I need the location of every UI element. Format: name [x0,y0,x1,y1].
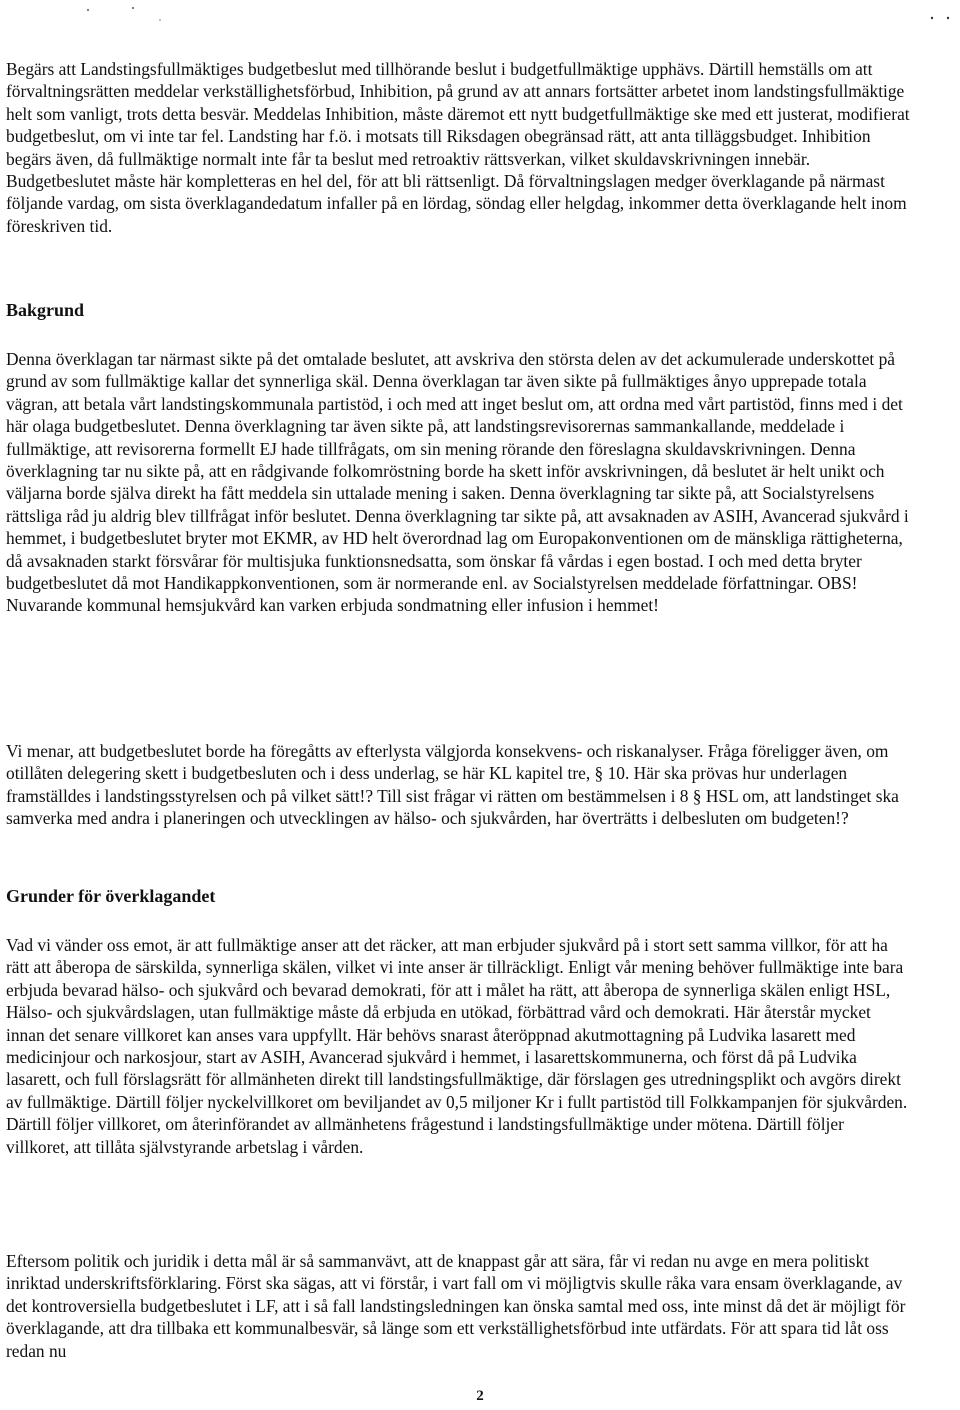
heading-grunder: Grunder för överklagandet [6,886,216,906]
paragraph-background: Denna överklagan tar närmast sikte på det omtalade beslutet, att avskriva den största delen av det ackumulerade underskottet på grund av som fullmäktige kallar det synnerliga skäl. Denna överklagan tar även sikte på fullmäktiges ånyo upprepade totala vägran, att betala vårt landstingskommunala partistöd, i och med att inget beslut om, att ordna med vårt partistöd, finns med i det här olaga budgetbeslutet. Denna överklagning tar även sikte på, att landstingsrevisorernas sammankallande, meddelade i fullmäktige, att revisorerna formellt EJ hade tillfrågats, om sin mening rörande den föreslagna skuldavskrivningen. Denna överklagning tar nu sikte på, att en rådgivande folkomröstning borde ha skett inför avskrivningen, då beslutet är helt unikt och väljarna borde själva direkt ha fått meddela sin uttalade mening i saken. Denna överklagning tar sikte på, att Socialstyrelsens rättsliga råd ju aldrig blev tillfrågat inför beslutet. Denna överklagning tar sikte på, att avsaknaden av ASIH, Avancerad sjukvård i hemmet, i budgetbeslutet bryter mot EKMR, av HD helt överordnad lag om Europakonventionen om de mänskliga rättigheterna, då avsaknaden starkt försvårar för multisjuka funktionsnedsatta, som önskar få vårdas i egen bostad. I och med detta bryter budgetbeslutet då mot Handikappkonventionen, som är normerande enl. av Socialstyrelsen meddelade författningar. OBS! Nuvarande kommunal hemsjukvård kan varken erbjuda sondmatning eller infusion i hemmet! [6,349,909,616]
paragraph-declaration: Eftersom politik och juridik i detta mål är så sammanvävt, att de knappast går att sära, får vi redan nu avge en mera politiskt inriktad underskriftsförklaring. Först ska sägas, att vi förstår, i vart fall om vi möjligtvis skulle råka vara ensam överklagande, av det kontroversiella budgetbeslutet i LF, att i så fall landstingsledningen kan önska samtal med oss, inte minst då det är möjligt för överklagande, att dra tillbaka ett kommunalbesvär, så länge som ett verkställighetsförbud inte utfärdats. För att spara tid låt oss redan nu [6,1251,906,1361]
page-number: 2 [476,1388,484,1404]
scan-speck-marks [0,0,960,30]
paragraph-analysis: Vi menar, att budgetbeslutet borde ha föregåtts av efterlysta välgjorda konsekvens- och riskanalyser. Fråga föreligger även, om otillåten delegering skett i budgetbesluten och i dess underlag, se här KL kapitel tre, § 10. Här ska prövas hur underlagen framställdes i landstingsstyrelsen och på vilket sätt!? Till sist frågar vi rätten om bestämmelsen i 8 § HSL om, att landstinget ska samverka med andra i planeringen och utvecklingen av hälso- och sjukvården, har överträtts i delbesluten om budgeten!? [6,741,899,829]
paragraph-request: Begärs att Landstingsfullmäktiges budgetbeslut med tillhörande beslut i budgetfullmäktige upphävs. Därtill hemställs om att förvaltningsrätten meddelar verkställighetsförbud, Inhibition, på grund av att annars fortsätter arbetet inom landstingsfullmäktige helt som vanligt, trots detta besvär. Meddelas Inhibition, måste däremot ett nytt budgetfullmäktige ske med ett justerat, modifierat budgetbeslut, om vi inte tar fel. Landsting har f.ö. i motsats till Riksdagen obegränsad rätt, att anta tilläggsbudget. Inhibition begärs även, då fullmäktige normalt inte får ta beslut med retroaktiv rättsverkan, vilket skuldavskrivningen innebär. Budgetbeslutet måste här kompletteras en hel del, för att bli rättsenligt. Då förvaltningslagen medger överklagande på närmast följande vardag, om sista överklagandedatum infaller på en lördag, söndag eller helgdag, inkommer detta överklagande helt inom föreskriven tid. [6,59,910,236]
paragraph-grounds: Vad vi vänder oss emot, är att fullmäktige anser att det räcker, att man erbjuder sjukvård på i stort sett samma villkor, för att ha rätt att åberopa de särskilda, synnerliga skälen, vilket vi inte anser är tillräckligt. Enligt vår mening behöver fullmäktige inte bara erbjuda bevarad hälso- och sjukvård och bevarad demokrati, för att i målet ha rätt, att åberopa de synnerliga skälen enligt HSL, Hälso- och sjukvårdslagen, utan fullmäktige måste då erbjuda en utökad, förbättrad vård och demokrati. Här återstår mycket innan det senare villkoret kan anses vara uppfyllt. Här behövs snarast återöppnad akutmottagning på Ludvika lasarett med medicinjour och narkosjour, start av ASIH, Avancerad sjukvård i hemmet, i lasarettskommunerna, och först då på Ludvika lasarett, och full förslagsrätt för allmänheten direkt till landstingsfullmäktige, där förslagen ges utredningsplikt och avgörs direkt av fullmäktige. Därtill följer nyckelvillkoret om beviljandet av 0,5 miljoner Kr i fullt partistöd till Folkkampanjen för sjukvården. Därtill följer villkoret, om återinförandet av allmänhetens frågestund i landstingsfullmäktige under mötena. Därtill följer villkoret, att tillåta självstyrande arbetslag i vården. [6,935,908,1157]
heading-bakgrund: Bakgrund [6,300,85,320]
